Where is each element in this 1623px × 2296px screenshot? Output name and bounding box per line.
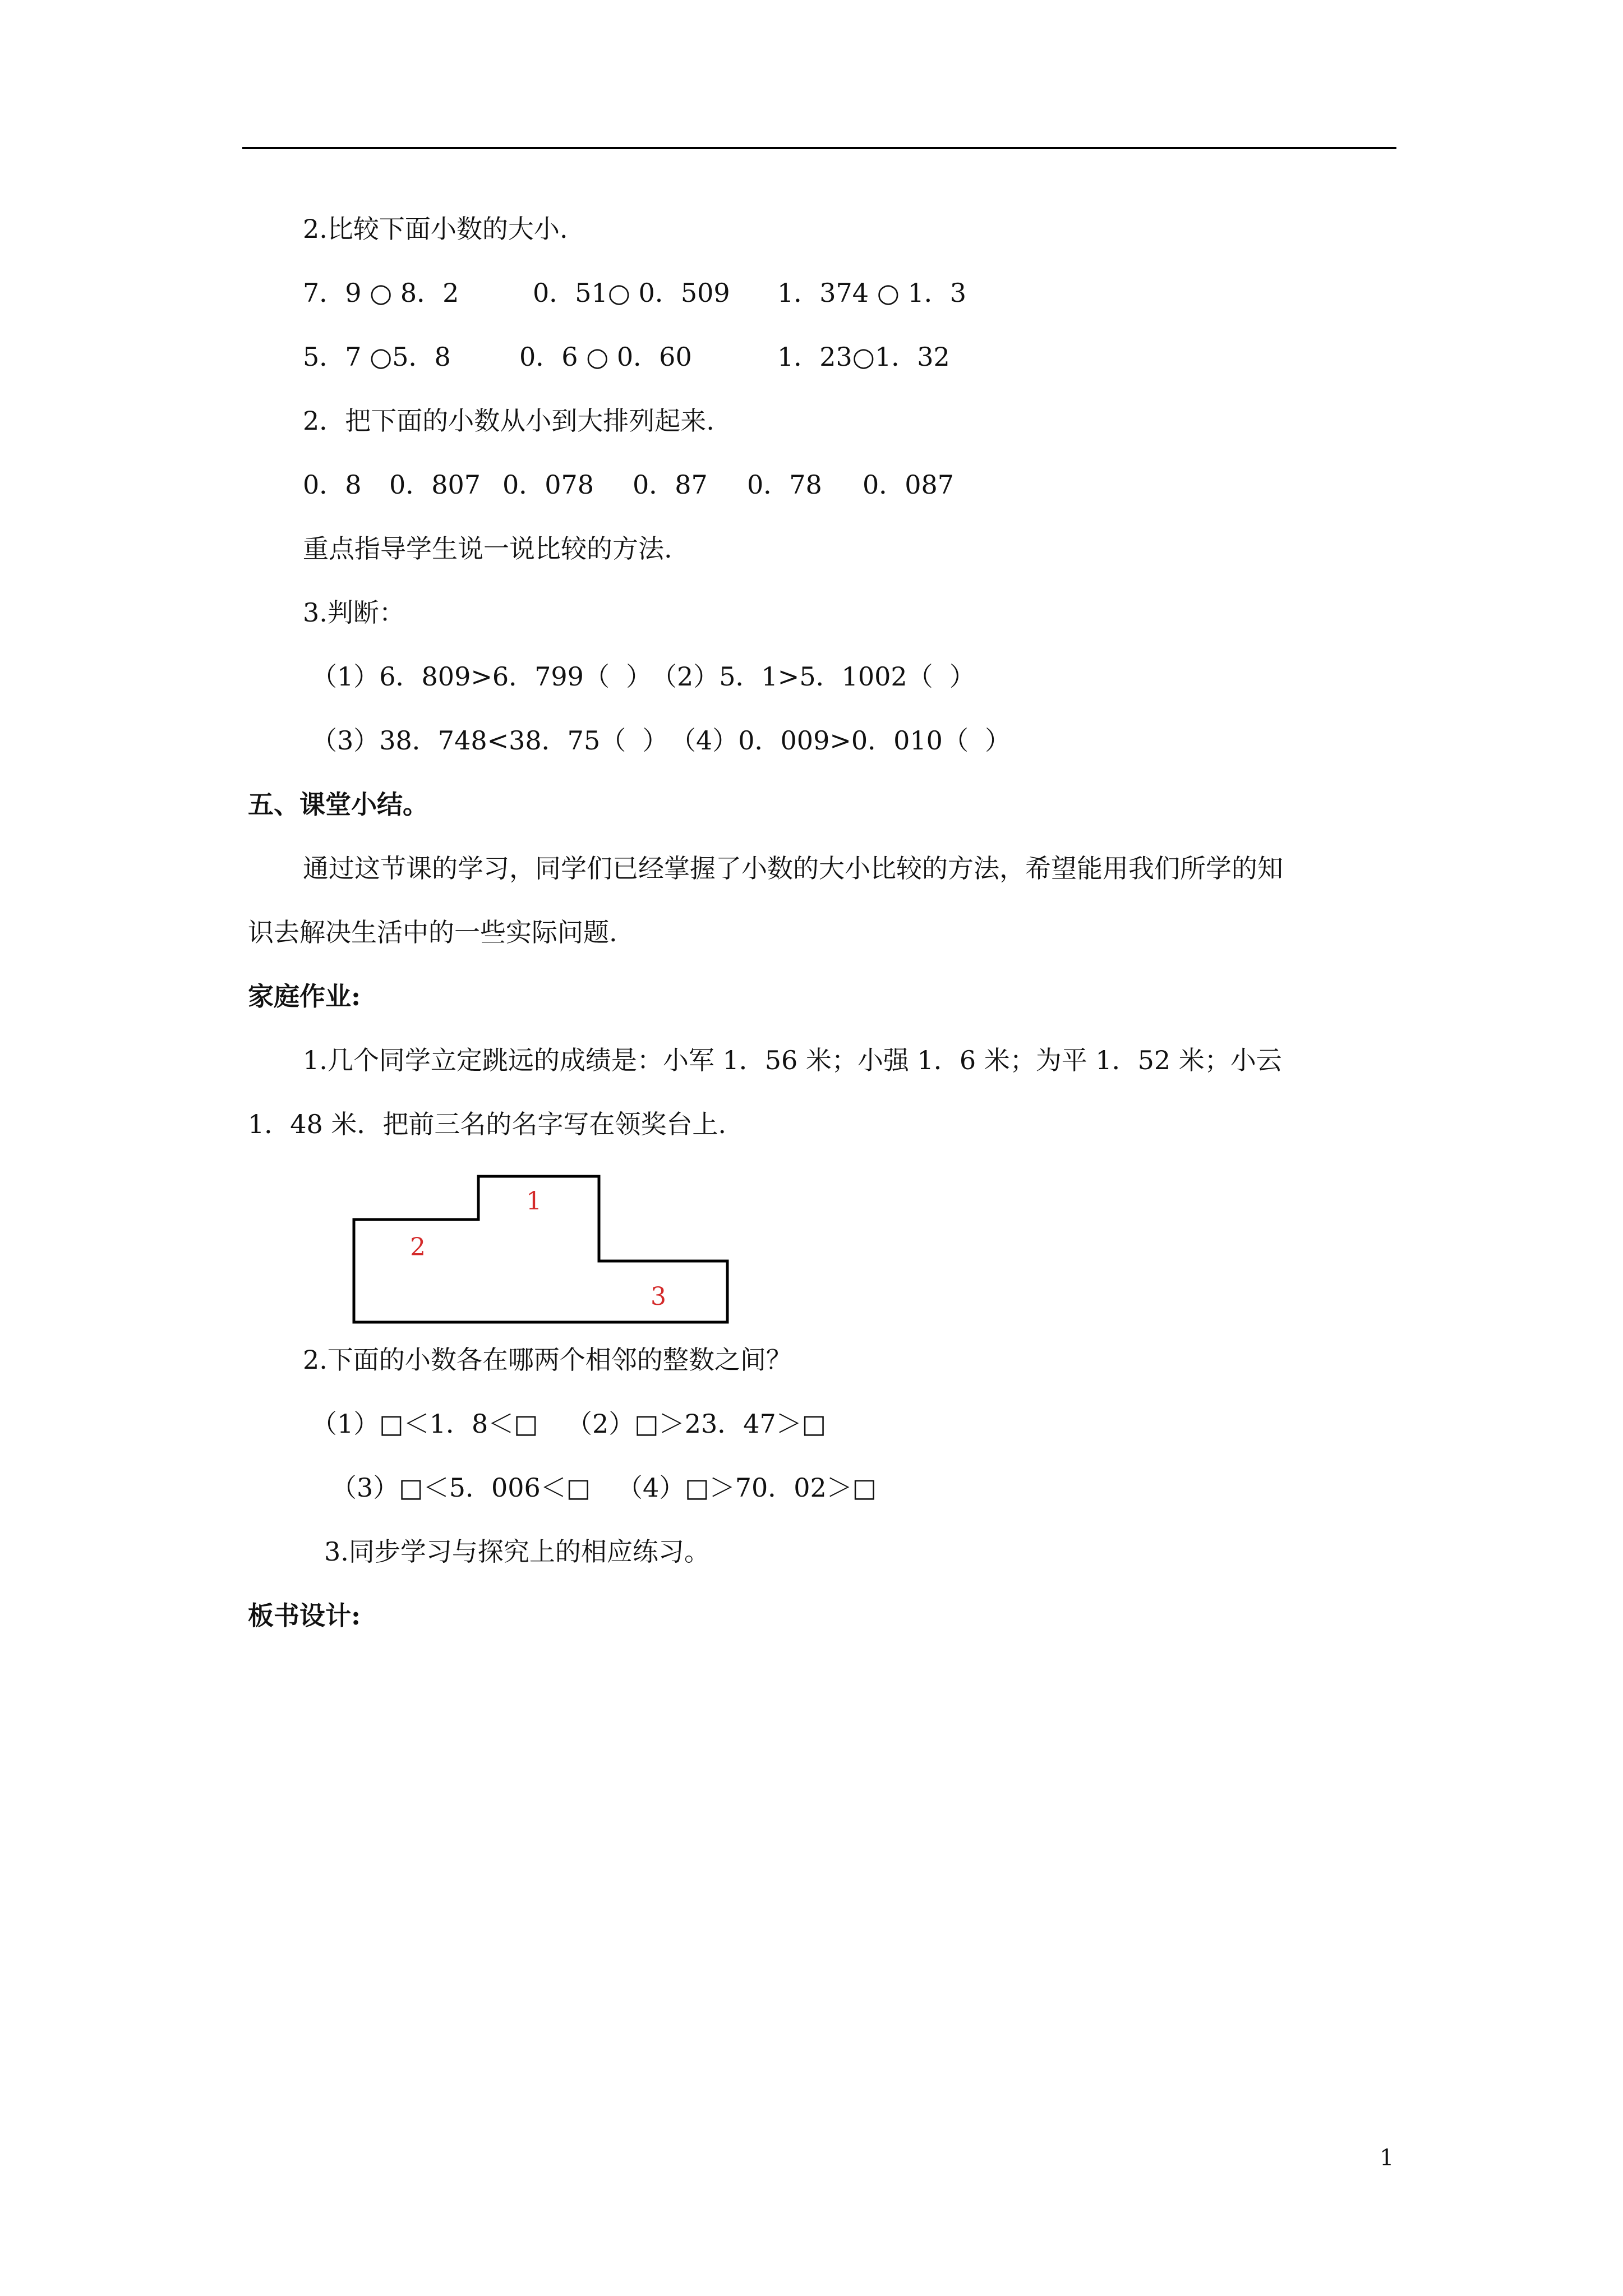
interval-item: （1）□＜1．8＜□ <box>311 1409 538 1439</box>
compare-item: 0．6 ○ 0．60 <box>519 342 692 372</box>
board-heading: 板书设计: <box>248 1600 361 1631</box>
interval-item: （2）□＞23．47＞□ <box>566 1409 827 1439</box>
podium-second-label: 2 <box>410 1233 426 1262</box>
homework-heading: 家庭作业: <box>248 981 361 1011</box>
judge-item: （4）0．009>0．010（ ） <box>670 725 1011 756</box>
judge-title: 3.判断： <box>303 597 405 628</box>
sort-value: 0．8 <box>303 470 362 500</box>
header-rule <box>242 147 1396 149</box>
method-note: 重点指导学生说一说比较的方法. <box>303 533 672 564</box>
compare-item: 1．23○1．32 <box>777 342 950 372</box>
podium-third-label: 3 <box>651 1282 666 1311</box>
sort-value: 0．87 <box>633 470 708 500</box>
summary-heading: 五、课堂小结。 <box>248 789 428 820</box>
homework-q1-line-2: 1．48 米．把前三名的名字写在领奖台上. <box>248 1109 727 1139</box>
judge-row-2 <box>311 724 1096 757</box>
sort-value: 0．078 <box>502 470 594 500</box>
sort-values <box>303 468 1088 501</box>
judge-item: （1）6．809>6．799（ ） <box>311 661 652 692</box>
compare-row-2 <box>303 340 1088 374</box>
summary-paragraph-line-1: 通过这节课的学习，同学们已经掌握了小数的大小比较的方法，希望能用我们所学的知 <box>303 853 1283 884</box>
page-number: 1 <box>1380 2145 1394 2171</box>
sort-title: 2．把下面的小数从小到大排列起来. <box>303 406 714 436</box>
judge-item: （2）5．1>5．1002（ ） <box>651 661 975 692</box>
sort-value: 0．807 <box>389 470 481 500</box>
homework-q2-title: 2.下面的小数各在哪两个相邻的整数之间？ <box>303 1345 792 1375</box>
sort-value: 0．78 <box>747 470 822 500</box>
homework-q3: 3.同步学习与探究上的相应练习。 <box>324 1536 710 1567</box>
judge-item: （3）38．748<38．75（ ） <box>311 725 668 756</box>
judge-row-1 <box>311 660 1096 693</box>
homework-q2-row-1 <box>311 1407 1096 1441</box>
homework-q1-line-1: 1.几个同学立定跳远的成绩是：小军 1．56 米；小强 1．6 米；为平 1．52 米；小云 <box>303 1045 1282 1075</box>
compare-item: 1．374 ○ 1．3 <box>777 278 966 308</box>
podium-first-label: 1 <box>526 1187 542 1216</box>
interval-item: （4）□＞70．02＞□ <box>617 1473 877 1503</box>
summary-paragraph-line-2: 识去解决生活中的一些实际问题. <box>248 917 617 947</box>
sort-value: 0．087 <box>863 470 955 500</box>
compare-item: 7．9 ○ 8．2 <box>303 278 459 308</box>
compare-item: 5．7 ○5．8 <box>303 342 451 372</box>
podium-diagram <box>352 1175 729 1324</box>
homework-q2-row-2 <box>331 1471 1116 1504</box>
compare-item: 0．51○ 0．509 <box>533 278 730 308</box>
interval-item: （3）□＜5．006＜□ <box>331 1473 591 1503</box>
compare-title: 2.比较下面小数的大小. <box>303 214 568 244</box>
compare-row-1 <box>303 276 1088 310</box>
